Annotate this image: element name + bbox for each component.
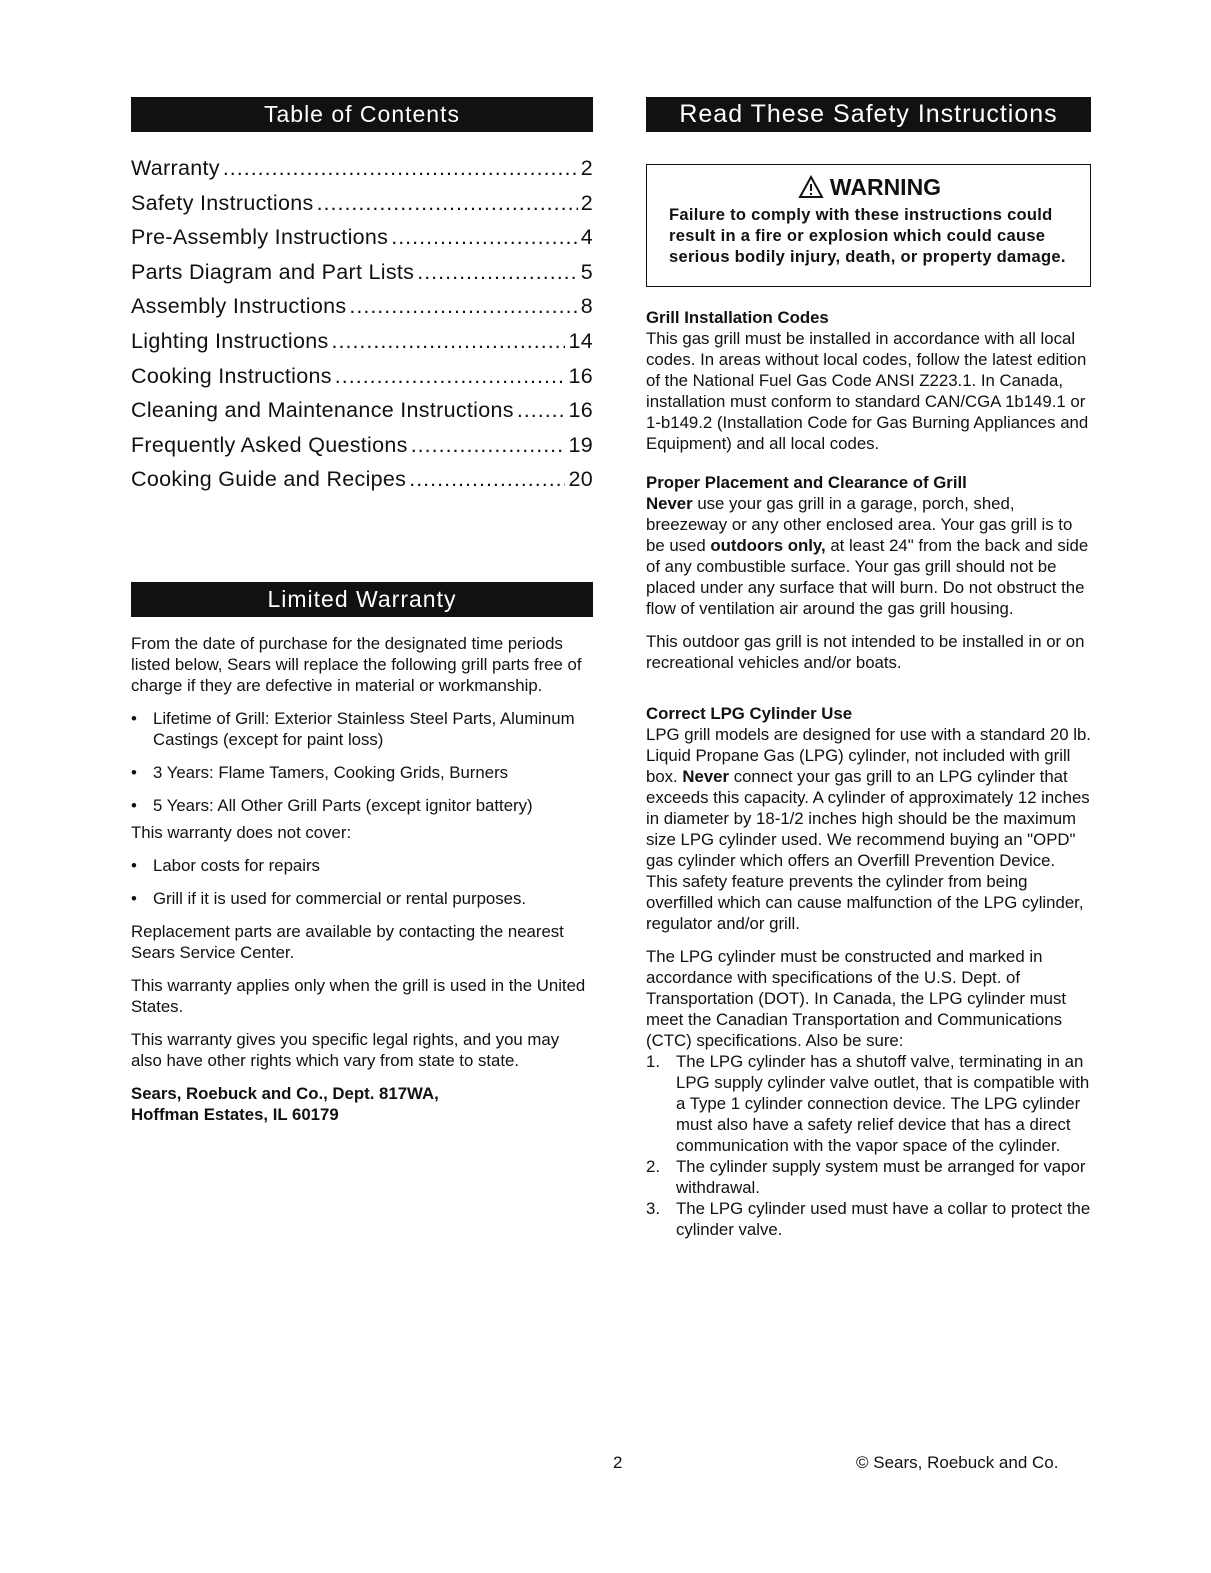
toc-item[interactable] xyxy=(131,467,593,502)
requirement-item xyxy=(646,1051,1091,1156)
toc-item-page: 16 xyxy=(568,398,593,423)
toc-leader xyxy=(349,294,577,319)
toc-item[interactable] xyxy=(131,329,593,364)
toc-list xyxy=(131,156,593,502)
toc-item-page: 16 xyxy=(568,363,593,388)
toc-item-page: 4 xyxy=(580,225,593,250)
warning-heading xyxy=(669,173,1070,201)
bullet-icon: • xyxy=(131,888,137,908)
toc-item[interactable] xyxy=(131,364,593,399)
toc-leader xyxy=(517,398,566,423)
not-cover-text: Labor costs for repairs xyxy=(153,855,320,875)
toc-item[interactable] xyxy=(131,225,593,260)
lpg-heading: Correct LPG Cylinder Use xyxy=(646,704,853,723)
address-line1: Sears, Roebuck and Co., Dept. 817WA, xyxy=(131,1083,439,1103)
toc-item-label: Lighting Instructions xyxy=(131,328,329,353)
toc-item-page: 5 xyxy=(580,259,593,284)
toc-item-page: 8 xyxy=(580,294,593,319)
page-number: 2 xyxy=(613,1453,623,1472)
toc-leader xyxy=(335,364,566,389)
outdoor-text: This outdoor gas grill is not intended to be installed in or on recreational vehicles and/or boats. xyxy=(646,632,1085,672)
toc-item[interactable] xyxy=(131,294,593,329)
lpg-never: Never xyxy=(682,767,730,786)
requirement-text: The cylinder supply system must be arranged for vapor withdrawal. xyxy=(676,1157,1086,1197)
toc-leader xyxy=(391,225,578,250)
codes-text: This gas grill must be installed in accordance with all local codes. In areas without local codes, follow the latest edition of the National Fuel Gas Code ANSI Z223.1. In Canada, installation must conform to standard CAN/CGA 1b149.1 or 1-b149.2 (Installation Code for Gas Burning Appliances and Equipment) and all local codes. xyxy=(646,329,1089,453)
bullet-icon: • xyxy=(131,795,137,815)
requirement-item xyxy=(646,1198,1091,1240)
toc-item-label: Frequently Asked Questions xyxy=(131,432,408,457)
rights-text: This warranty gives you specific legal rights, and you may also have other rights which vary from state to state. xyxy=(131,1029,560,1070)
requirement-text: The LPG cylinder used must have a collar to protect the cylinder valve. xyxy=(676,1199,1091,1239)
not-cover-text: Grill if it is used for commercial or rental purposes. xyxy=(153,888,527,908)
toc-item-label: Cleaning and Maintenance Instructions xyxy=(131,398,514,423)
requirement-number: 2. xyxy=(646,1157,660,1176)
warranty-bullet-text: 3 Years: Flame Tamers, Cooking Grids, Burners xyxy=(153,762,509,782)
not-cover-label: This warranty does not cover: xyxy=(131,822,352,842)
warranty-bullet xyxy=(131,795,593,816)
toc-leader xyxy=(223,156,578,181)
bullet-icon: • xyxy=(131,762,137,782)
not-cover-bullet xyxy=(131,855,593,876)
toc-item-label: Cooking Guide and Recipes xyxy=(131,467,407,492)
bullet-icon: • xyxy=(131,855,137,875)
warranty-title: Limited Warranty xyxy=(131,582,593,617)
toc-title: Table of Contents xyxy=(131,97,593,132)
placement-text-b: at least 24" from the back and side of any combustible surface. Your gas grill should not be placed under any surface that will burn. Do not obstruct the flow of ventilation air around the gas grill housing. xyxy=(646,536,1089,618)
warranty-bullet-text: 5 Years: All Other Grill Parts (except ignitor battery) xyxy=(153,795,533,815)
warning-title: WARNING xyxy=(829,174,942,200)
toc-item-page: 20 xyxy=(568,467,593,492)
toc-item[interactable] xyxy=(131,260,593,295)
warning-box xyxy=(646,164,1091,287)
warranty-bullet-text: Lifetime of Grill: Exterior Stainless Steel Parts, Aluminum Castings (except for paint loss) xyxy=(153,708,575,749)
warranty-intro: From the date of purchase for the designated time periods listed below, Sears will replace the following grill parts free of charge if they are defective in material or workmanship. xyxy=(131,633,582,695)
toc-item[interactable] xyxy=(131,156,593,191)
toc-leader xyxy=(411,433,566,458)
not-cover-bullet xyxy=(131,888,593,909)
requirement-number: 3. xyxy=(646,1199,660,1218)
toc-item-label: Safety Instructions xyxy=(131,190,314,215)
safety-title: Read These Safety Instructions xyxy=(646,97,1091,132)
placement-never: Never xyxy=(646,494,693,513)
requirement-number: 1. xyxy=(646,1052,660,1071)
construct-text: The LPG cylinder must be constructed and marked in accordance with specifications of the U.S. Dept. of Transportation (DOT). In Canada, the LPG cylinder must meet the Canadian Transportation and Communications (CTC) specifications. Also be sure: xyxy=(646,947,1067,1050)
applies-text: This warranty applies only when the grill is used in the United States. xyxy=(131,975,586,1016)
toc-item-page: 14 xyxy=(568,328,593,353)
toc-leader xyxy=(332,329,566,354)
toc-item-label: Cooking Instructions xyxy=(131,363,332,388)
lpg-text-a: LPG grill models are designed for use with a standard 20 lb. Liquid Propane Gas (LPG) cylinder, not included with grill box. xyxy=(646,725,1091,786)
placement-text xyxy=(646,493,1091,619)
right-column xyxy=(646,97,1091,1240)
warranty-bullet xyxy=(131,762,593,783)
lpg-text-b: connect your gas grill to an LPG cylinder that exceeds this capacity. A cylinder of approximately 12 inches in diameter by 18-1/2 inches high should be the maximum size LPG cylinder used. We recommend buying an "OPD" gas cylinder which offers an Overfill Prevention Device. This safety feature prevents the cylinder from being overfilled which can cause malfunction of the LPG cylinder, regulator and/or grill. xyxy=(646,767,1090,933)
left-column xyxy=(131,97,593,1125)
address-line2: Hoffman Estates, IL 60179 xyxy=(131,1104,339,1124)
replacement-text: Replacement parts are available by contacting the nearest Sears Service Center. xyxy=(131,921,564,962)
placement-outdoors: outdoors only, xyxy=(710,536,826,555)
copyright: © Sears, Roebuck and Co. xyxy=(856,1453,1059,1472)
toc-item[interactable] xyxy=(131,398,593,433)
warranty-bullet xyxy=(131,708,593,750)
lpg-text xyxy=(646,724,1091,934)
requirement-item xyxy=(646,1156,1091,1198)
bullet-icon: • xyxy=(131,708,137,728)
placement-heading: Proper Placement and Clearance of Grill xyxy=(646,473,967,492)
toc-item-page: 2 xyxy=(580,156,593,180)
toc-item-label: Assembly Instructions xyxy=(131,294,347,319)
toc-item-page: 19 xyxy=(568,432,593,457)
warning-text: Failure to comply with these instructions could result in a fire or explosion which could cause serious bodily injury, death, or property damage. xyxy=(669,206,1066,266)
toc-item[interactable] xyxy=(131,433,593,468)
placement-text-a: use your gas grill in a garage, porch, shed, breezeway or any other enclosed area. Your gas grill is to be used xyxy=(646,494,1073,555)
toc-item-page: 2 xyxy=(580,190,593,215)
toc-item-label: Parts Diagram and Part Lists xyxy=(131,259,415,284)
toc-item[interactable] xyxy=(131,191,593,226)
requirement-text: The LPG cylinder has a shutoff valve, terminating in an LPG supply cylinder valve outlet, that is compatible with a Type 1 cylinder connection device. The LPG cylinder must also have a safety relief device that has a direct communication with the vapor space of the cylinder. xyxy=(676,1052,1090,1155)
toc-item-label: Warranty xyxy=(131,156,220,180)
warning-triangle-icon xyxy=(798,175,824,199)
toc-leader xyxy=(417,260,578,285)
toc-item-label: Pre-Assembly Instructions xyxy=(131,225,389,250)
toc-leader xyxy=(409,467,565,492)
codes-heading: Grill Installation Codes xyxy=(646,308,829,327)
toc-leader xyxy=(317,191,578,216)
